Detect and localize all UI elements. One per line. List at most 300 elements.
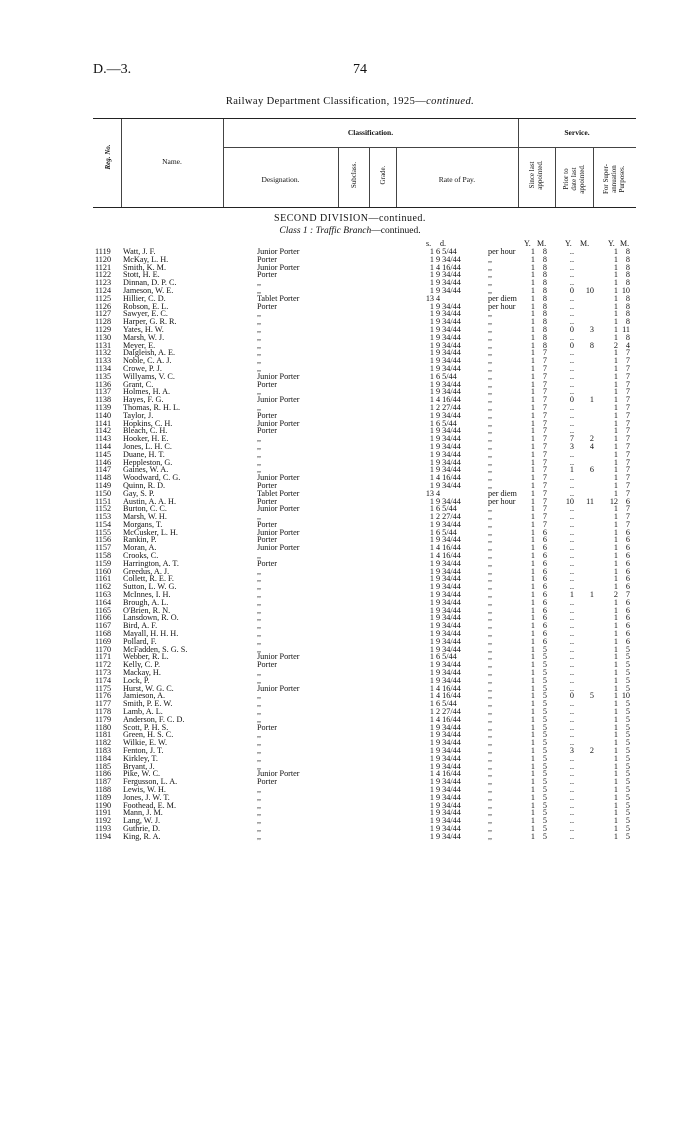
prior-months: 11 — [586, 496, 594, 506]
pay-pence: 4 — [436, 488, 441, 498]
employee-name: Woodward, C. G. — [123, 473, 181, 483]
pay-unit: ,, — [488, 683, 493, 693]
super-months: 7 — [625, 402, 630, 412]
pay-shillings: 1 — [429, 613, 434, 623]
pay-unit: ,, — [488, 418, 493, 428]
pay-pence: 9 34/44 — [436, 582, 461, 592]
reg-number: 1126 — [95, 301, 112, 311]
pay-pence: 9 34/44 — [436, 761, 461, 771]
super-years-head: Y. — [608, 239, 615, 248]
employee-name: Marsh, W. H. — [123, 512, 167, 522]
super-months-head: M. — [620, 239, 630, 248]
pay-unit: ,, — [488, 512, 493, 522]
since-months: 5 — [542, 831, 547, 841]
pay-pence: 9 34/44 — [436, 426, 461, 436]
super-years: 1 — [613, 543, 618, 553]
name-header: Name. — [162, 157, 182, 166]
since-months: 7 — [542, 418, 547, 428]
designation: ,, — [257, 675, 262, 685]
pay-unit: ,, — [488, 566, 493, 576]
designation: ,, — [257, 285, 262, 295]
since-years: 1 — [530, 262, 535, 272]
super-months: 5 — [625, 800, 630, 810]
prior-years: 10 — [565, 496, 574, 506]
reg-number: 1119 — [95, 247, 111, 256]
pay-unit: ,, — [488, 816, 493, 826]
pay-unit: ,, — [488, 504, 493, 514]
pay-pence: 9 34/44 — [436, 660, 461, 670]
pay-unit: ,, — [488, 317, 493, 327]
designation: ,, — [257, 738, 262, 748]
since-years-head: Y. — [524, 239, 531, 248]
designation: ,, — [257, 636, 262, 646]
pay-shillings: 1 — [429, 683, 434, 693]
since-months: 6 — [542, 636, 547, 646]
prior-years: .. — [569, 753, 574, 763]
pay-unit: ,, — [488, 746, 493, 755]
designation: ,, — [257, 707, 262, 717]
branch-label: Traffic Branch — [315, 226, 372, 236]
prior-years: .. — [569, 707, 574, 717]
pay-unit: ,, — [488, 597, 493, 607]
designation: ,, — [257, 402, 262, 412]
since-months: 5 — [542, 699, 547, 709]
employee-name: Brough, A. L. — [123, 597, 169, 607]
row-divider — [223, 147, 636, 148]
since-months: 7 — [542, 480, 547, 490]
super-months: 8 — [625, 254, 630, 264]
reg-number: 1173 — [95, 668, 112, 678]
since-years: 1 — [530, 707, 535, 717]
pay-unit: ,, — [488, 363, 493, 373]
reg-number: 1128 — [95, 317, 112, 327]
reg-number: 1127 — [95, 309, 112, 319]
super-months: 6 — [625, 621, 630, 631]
employee-name: Jones, L. H. C. — [123, 441, 172, 451]
prior-years: .. — [569, 262, 574, 272]
since-months: 5 — [542, 675, 547, 685]
since-months: 7 — [542, 387, 547, 397]
prior-months: 3 — [589, 324, 594, 334]
since-months: 6 — [542, 590, 547, 600]
since-months: 7 — [542, 348, 547, 358]
pay-unit: ,, — [488, 636, 493, 646]
super-years: 1 — [613, 348, 618, 358]
super-years: 1 — [613, 426, 618, 436]
pay-shillings: 1 — [429, 543, 434, 553]
designation: ,, — [257, 551, 262, 561]
since-years: 1 — [530, 636, 535, 646]
super-months: 5 — [625, 761, 630, 771]
designation: Junior Porter — [257, 247, 300, 256]
pay-shillings: 1 — [429, 356, 434, 366]
super-years: 1 — [613, 644, 618, 654]
pay-shillings: 1 — [429, 629, 434, 639]
pay-shillings: 1 — [429, 636, 434, 646]
designation: ,, — [257, 761, 262, 771]
pay-unit: ,, — [488, 831, 493, 841]
employee-name: Lansdown, R. O. — [123, 613, 179, 623]
super-months: 7 — [625, 473, 630, 483]
since-years: 1 — [530, 402, 535, 412]
reg-no-header: Reg. No. — [104, 144, 112, 170]
pay-unit: ,, — [488, 675, 493, 685]
pay-shillings: 1 — [429, 527, 434, 537]
super-months: 6 — [625, 558, 630, 568]
pay-shillings: 1 — [429, 784, 434, 794]
since-years: 1 — [530, 800, 535, 810]
col-divider — [555, 147, 556, 207]
super-years: 1 — [613, 613, 618, 623]
pay-shillings: 1 — [429, 457, 434, 467]
since-years: 1 — [530, 395, 535, 405]
reg-number: 1148 — [95, 473, 112, 483]
super-years: 1 — [613, 473, 618, 483]
super-months: 8 — [625, 332, 630, 342]
super-months: 7 — [625, 457, 630, 467]
prior-years: .. — [569, 551, 574, 561]
pay-shillings: 1 — [429, 418, 434, 428]
since-years: 1 — [530, 371, 535, 381]
prior-years: .. — [569, 738, 574, 748]
pay-pence: 9 34/44 — [436, 675, 461, 685]
prior-years: 0 — [569, 340, 574, 350]
since-years: 1 — [530, 699, 535, 709]
super-months: 6 — [625, 535, 630, 545]
reg-number: 1133 — [95, 356, 112, 366]
employee-name: Quinn, R. D. — [123, 480, 166, 490]
super-years: 1 — [613, 317, 618, 327]
since-years: 1 — [530, 714, 535, 724]
designation: ,, — [257, 574, 262, 584]
prior-months: 1 — [589, 395, 594, 405]
reg-number: 1143 — [95, 434, 112, 444]
pay-pence: 9 34/44 — [436, 441, 461, 451]
prior-months: 4 — [589, 441, 594, 451]
pay-shillings: 1 — [429, 816, 434, 826]
designation: Junior Porter — [257, 418, 300, 428]
pay-pence: 9 34/44 — [436, 808, 461, 818]
super-years: 1 — [613, 808, 618, 818]
since-months: 6 — [542, 558, 547, 568]
reg-number: 1172 — [95, 660, 112, 670]
since-months: 5 — [542, 800, 547, 810]
since-years: 1 — [530, 480, 535, 490]
super-months: 5 — [625, 675, 630, 685]
pay-pence: 9 34/44 — [436, 746, 461, 755]
pence-head: d. — [440, 239, 446, 248]
designation: Porter — [257, 777, 278, 787]
super-years: 1 — [613, 247, 618, 256]
employee-name: Burton, C. C. — [123, 504, 167, 514]
reg-number: 1171 — [95, 652, 112, 662]
super-years: 1 — [613, 597, 618, 607]
super-months: 7 — [625, 363, 630, 373]
designation: ,, — [257, 457, 262, 467]
prior-years: .. — [569, 488, 574, 498]
super-months: 5 — [625, 699, 630, 709]
designation: ,, — [257, 668, 262, 678]
pay-unit: ,, — [488, 800, 493, 810]
designation: ,, — [257, 512, 262, 522]
page-ref: D.—3. — [93, 62, 132, 77]
super-years: 1 — [613, 629, 618, 639]
since-months: 7 — [542, 488, 547, 498]
super-years: 1 — [613, 441, 618, 451]
super-years: 1 — [613, 480, 618, 490]
pay-unit: ,, — [488, 441, 493, 451]
reg-number: 1144 — [95, 441, 112, 451]
reg-number: 1179 — [95, 714, 112, 724]
super-years: 1 — [613, 504, 618, 514]
pay-unit: ,, — [488, 730, 493, 740]
pay-unit: ,, — [488, 543, 493, 553]
designation: ,, — [257, 590, 262, 600]
prior-months: 6 — [589, 465, 594, 475]
employee-name: Dalgleish, A. E. — [123, 348, 176, 358]
employee-name: Kelly, C. P. — [123, 660, 160, 670]
since-months: 5 — [542, 792, 547, 802]
since-years: 1 — [530, 387, 535, 397]
prior-years: .. — [569, 301, 574, 311]
designation: ,, — [257, 784, 262, 794]
since-years: 1 — [530, 730, 535, 740]
prior-years: .. — [569, 348, 574, 358]
since-years: 1 — [530, 278, 535, 288]
pay-shillings: 1 — [429, 426, 434, 436]
designation: ,, — [257, 332, 262, 342]
prior-years: .. — [569, 387, 574, 397]
pay-shillings: 1 — [429, 831, 434, 841]
super-months: 6 — [625, 636, 630, 646]
pay-pence: 9 34/44 — [436, 738, 461, 748]
super-months: 7 — [625, 434, 630, 444]
employee-name: King, R. A. — [123, 831, 161, 841]
pay-pence: 4 — [436, 293, 441, 303]
super-months: 5 — [625, 707, 630, 717]
since-months: 7 — [542, 496, 547, 506]
reg-number: 1156 — [95, 535, 112, 545]
reg-number: 1145 — [95, 449, 112, 459]
pay-shillings: 1 — [429, 504, 434, 514]
super-years: 2 — [613, 340, 618, 350]
pay-shillings: 1 — [429, 722, 434, 732]
table-header — [93, 118, 636, 208]
designation: ,, — [257, 324, 262, 334]
super-years: 1 — [613, 621, 618, 631]
pay-shillings: 13 — [425, 293, 434, 303]
since-months: 5 — [542, 808, 547, 818]
super-months: 5 — [625, 831, 630, 841]
title-continued: continued. — [426, 96, 475, 107]
super-years: 1 — [613, 519, 618, 529]
super-months: 6 — [625, 605, 630, 615]
pay-pence: 9 34/44 — [436, 270, 461, 280]
prior-years: 3 — [569, 441, 574, 451]
super-years: 1 — [613, 449, 618, 459]
pay-shillings: 1 — [429, 558, 434, 568]
employee-name: Mayall, H. H. H. — [123, 629, 179, 639]
super-years: 1 — [613, 512, 618, 522]
pay-pence: 9 34/44 — [436, 340, 461, 350]
pay-pence: 9 34/44 — [436, 301, 461, 311]
super-months: 10 — [621, 285, 630, 295]
since-months: 7 — [542, 379, 547, 389]
super-months: 5 — [625, 784, 630, 794]
super-months: 7 — [625, 395, 630, 405]
pay-pence: 6 5/44 — [436, 371, 457, 381]
super-years: 1 — [613, 387, 618, 397]
pay-pence: 9 34/44 — [436, 730, 461, 740]
employee-name: Rankin, P. — [123, 535, 157, 545]
pay-shillings: 1 — [429, 512, 434, 522]
since-years: 1 — [530, 816, 535, 826]
prior-years: 7 — [569, 434, 574, 444]
pay-shillings: 1 — [429, 621, 434, 631]
prior-years: .. — [569, 527, 574, 537]
reg-number: 1169 — [95, 636, 112, 646]
since-years: 1 — [530, 777, 535, 787]
prior-years: .. — [569, 800, 574, 810]
pay-pence: 6 5/44 — [436, 418, 457, 428]
prior-months: 2 — [589, 746, 594, 755]
super-months: 7 — [625, 356, 630, 366]
since-months: 7 — [542, 441, 547, 451]
prior-years: .. — [569, 597, 574, 607]
super-months: 5 — [625, 738, 630, 748]
reg-number: 1141 — [95, 418, 112, 428]
employee-name: Sawyer, E. C. — [123, 309, 168, 319]
employee-name: Pollard, F. — [123, 636, 157, 646]
employee-name: Hillier, C. D. — [123, 293, 166, 303]
reg-number: 1165 — [95, 605, 112, 615]
pay-pence: 4 16/44 — [436, 714, 461, 724]
prior-years: .. — [569, 613, 574, 623]
super-months: 5 — [625, 746, 630, 755]
since-months: 5 — [542, 753, 547, 763]
since-years: 1 — [530, 465, 535, 475]
designation: Junior Porter — [257, 527, 300, 537]
reg-number: 1167 — [95, 621, 112, 631]
super-months: 7 — [625, 387, 630, 397]
pay-shillings: 1 — [429, 247, 434, 256]
since-years: 1 — [530, 683, 535, 693]
employee-name: Gay, S. P. — [123, 488, 155, 498]
employee-name: Lang, W. J. — [123, 816, 161, 826]
super-months: 7 — [625, 379, 630, 389]
employee-name: Willyams, V. C. — [123, 371, 175, 381]
since-months: 5 — [542, 660, 547, 670]
prior-years: .. — [569, 247, 574, 256]
super-months: 5 — [625, 683, 630, 693]
since-months: 5 — [542, 746, 547, 755]
employee-name: Fergusson, L. A. — [123, 777, 178, 787]
since-years: 1 — [530, 792, 535, 802]
super-years: 1 — [613, 332, 618, 342]
super-years: 1 — [613, 457, 618, 467]
since-years: 1 — [530, 738, 535, 748]
table-body — [0, 248, 700, 841]
pay-shillings: 1 — [429, 707, 434, 717]
prior-years-head: Y. — [565, 239, 572, 248]
super-months: 5 — [625, 722, 630, 732]
super-months: 6 — [625, 613, 630, 623]
pay-pence: 9 34/44 — [436, 480, 461, 490]
prior-years: .. — [569, 769, 574, 779]
super-years: 1 — [613, 558, 618, 568]
designation: ,, — [257, 613, 262, 623]
prior-years: 0 — [569, 691, 574, 701]
employee-name: Meyer, E. — [123, 340, 156, 350]
since-months: 5 — [542, 816, 547, 826]
since-months: 7 — [542, 512, 547, 522]
since-months: 8 — [542, 317, 547, 327]
pay-shillings: 1 — [429, 332, 434, 342]
since-months: 5 — [542, 644, 547, 654]
employee-name: Gaines, W. A. — [123, 465, 169, 475]
super-years: 1 — [613, 675, 618, 685]
prior-years: .. — [569, 457, 574, 467]
pay-pence: 9 34/44 — [436, 363, 461, 373]
since-years: 1 — [530, 340, 535, 350]
employee-name: Scott, P. H. S. — [123, 722, 169, 732]
reg-number: 1149 — [95, 480, 112, 490]
super-years: 1 — [613, 738, 618, 748]
pay-unit: ,, — [488, 629, 493, 639]
super-months: 7 — [625, 519, 630, 529]
since-years: 1 — [530, 254, 535, 264]
since-years: 1 — [530, 613, 535, 623]
reg-number: 1150 — [95, 488, 112, 498]
prior-years: .. — [569, 675, 574, 685]
prior-years: .. — [569, 363, 574, 373]
super-months: 5 — [625, 769, 630, 779]
designation: ,, — [257, 582, 262, 592]
since-months: 6 — [542, 566, 547, 576]
prior-months: 10 — [585, 285, 594, 295]
designation: Porter — [257, 496, 278, 506]
since-years: 1 — [530, 668, 535, 678]
since-years: 1 — [530, 363, 535, 373]
pay-shillings: 1 — [429, 324, 434, 334]
designation: ,, — [257, 823, 262, 833]
pay-pence: 9 34/44 — [436, 254, 461, 264]
employee-name: Robson, E. L. — [123, 301, 169, 311]
super-years: 1 — [613, 753, 618, 763]
pay-shillings: 1 — [429, 410, 434, 420]
prior-years: .. — [569, 480, 574, 490]
pay-pence: 9 34/44 — [436, 644, 461, 654]
designation: ,, — [257, 746, 262, 755]
pay-unit: ,, — [488, 527, 493, 537]
reg-number: 1185 — [95, 761, 112, 771]
since-months: 8 — [542, 324, 547, 334]
super-years: 1 — [613, 777, 618, 787]
employee-name: Pike, W. C. — [123, 769, 161, 779]
prior-years: .. — [569, 668, 574, 678]
designation: Junior Porter — [257, 504, 300, 514]
super-years: 1 — [613, 691, 618, 701]
pay-unit: ,, — [488, 738, 493, 748]
super-years: 1 — [613, 636, 618, 646]
prior-years: .. — [569, 784, 574, 794]
pay-pence: 6 5/44 — [436, 504, 457, 514]
pay-pence: 9 34/44 — [436, 332, 461, 342]
pay-shillings: 1 — [429, 746, 434, 755]
super-years: 1 — [613, 379, 618, 389]
super-years: 1 — [613, 551, 618, 561]
super-years: 1 — [613, 683, 618, 693]
